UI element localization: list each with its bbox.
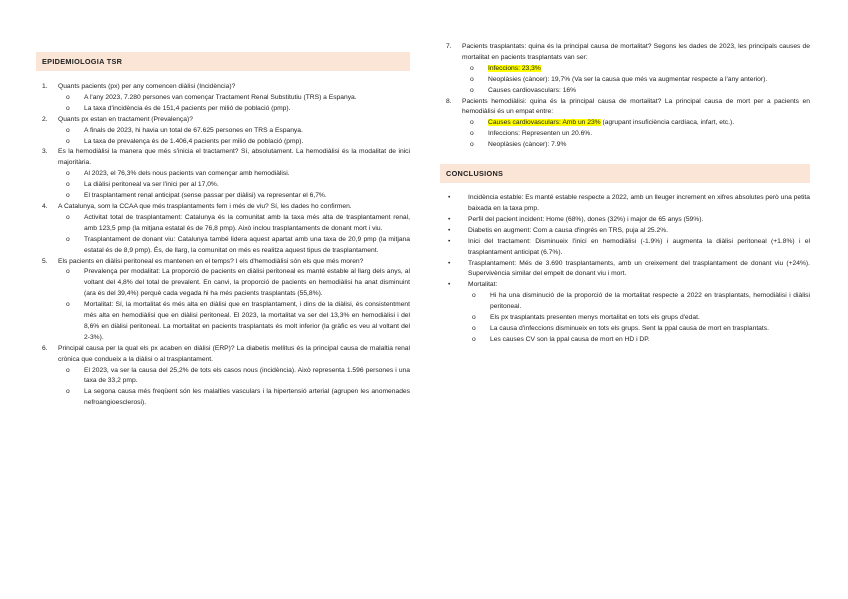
question-1: 1. Quants pacients (px) per any comencen diàlisi (Incidència)? xyxy=(42,83,236,90)
question-5: 5. Els pacients en diàlisi peritoneal es mantenen en el temps? I els d'hemodiàlisi són els que més moren? xyxy=(42,257,364,265)
question-2: 2. Quants px estan en tractament (Prevalença)? xyxy=(42,115,193,123)
question-3: 3. Es la hemodiàlisi la manera que més s'inicia el tractament? Sí, absolutament. La hemodiàlisi és la modalitat de inici majoritària. xyxy=(42,148,410,167)
section-heading-epidemiologia: EPIDEMIOLOGIA TSR xyxy=(36,52,410,71)
conclusion-3: • Diabetis en augment: Com a causa d'ingrés en TRS, puja al 25.2%. xyxy=(448,226,669,234)
mortalitat-sub-3: o La causa d'infeccions disminueix en tots els grups. Sent la ppal causa de mort en trasplantats. xyxy=(472,324,769,332)
answer-4a: o Activitat total de trasplantament: Catalunya és la comunitat amb la taxa més alta de trasplantament renal, amb 123,5 pmp (la mitjana estatal és de 76,8 pmp). Això inclou trasplantaments de donant mort i viu. xyxy=(66,213,410,232)
answer-3b: o La diàlisi peritoneal va ser l'inici per al 17,0%. xyxy=(66,181,219,189)
answer-3a: o Al 2023, el 76,3% dels nous pacients van començar amb hemodiàlisi. xyxy=(66,170,290,178)
answer-4b: o Trasplantament de donant viu: Catalunya també lidera aquest apartat amb una taxa de 20,9 pmp (la mitjana estatal és de 8,9 pmp). És, de llarg, la comunitat on més es realitza aquest tipus de trasplantament. xyxy=(66,235,410,254)
mortalitat-sub-4: o Les causes CV son la ppal causa de mort en HD i DP. xyxy=(472,335,650,343)
answer-5a: o Prevalença per modalitat: La proporció de pacients en diàlisi peritoneal es manté estable al llarg dels anys, al voltant del 4,8% del total de prevalent. En canvi, la proporció de pacients en hemodiàlisi ha anat disminuint (ara és del 39,4%) perquè cada vegada hi ha més pacients trasplantats (55,8%). xyxy=(66,268,410,298)
answer-6b: o La segona causa més freqüent són les malalties vasculars i la hipertensió arterial (agrupen les anomenades nefroangioesclerosi). xyxy=(66,388,410,407)
highlight: Causes cardiovasculars: Amb un 23% xyxy=(488,119,601,127)
right-column xyxy=(440,42,810,346)
question-4: 4. A Catalunya, som la CCAA que més trasplantaments fem i més de viu? Sí, les dades ho confirmen. xyxy=(42,202,352,210)
answer-1a: o A l'any 2023, 7.280 persones van començar Tractament Renal Substitutiu (TRS) a Espanya. xyxy=(66,93,357,101)
conclusion-1: • Incidència estable: Es manté estable respecte a 2022, amb un lleuger increment en xifres absolutes però una petita baixada en la taxa pmp. xyxy=(448,194,811,212)
question-6: 6. Principal causa per la qual els px acaben en diàlisi (ERP)? La diabetis mellitus és la principal causa de malaltia renal crònica que condueix a la diàlisi o al trasplantament. xyxy=(42,344,410,363)
answer-7a: o Infeccions: 23,3% xyxy=(470,64,541,72)
conclusion-5: • Trasplantament: Més de 3.690 trasplantaments, amb un creixement del trasplantament de donant viu (+24%). Supervivència similar del empelt de donant viu i mort. xyxy=(448,259,810,278)
answer-3c: o El trasplantament renal anticipat (sense passar per diàlisi) va representar el 6,7%. xyxy=(66,192,327,200)
answer-2a: o A finals de 2023, hi havia un total de 67.625 persones en TRS a Espanya. xyxy=(66,126,303,134)
left-column xyxy=(36,52,410,409)
answer-5b: o Mortalitat: Sí, la mortalitat és més alta en diàlisi que en trasplantament, i dins de la diàlisi, és consistentment més alta en hemodiàlisi que en diàlisi peritoneal. El 2023, la mortalitat va ser del 13,3% en hemodiàlisi i del 8,6% en diàlisi peritoneal. La mortalitat en pacients trasplantats és molt inferior (la gràfic es veu al voltant del 2-3%). xyxy=(66,301,410,341)
conclusion-4: • Inici del tractament: Disminueix l'inici en hemodiàlisi (-1.9%) i augmenta la diàlisi peritoneal (+1.8%) i el trasplantament anticipat (6.7%). xyxy=(448,237,810,256)
answer-1b: o La taxa d'incidència és de 151,4 pacients per milió de població (pmp). xyxy=(66,104,291,112)
answer-7c: o Causes cardiovasculars: 16% xyxy=(470,86,577,94)
answer-8a: o Causes cardiovasculars: Amb un 23% (agrupant insuficiència cardíaca, infart, etc.). xyxy=(470,119,735,127)
question-7: 7. Pacients trasplantats: quina és la principal causa de mortalitat? Segons les dades de 2023, les principals causes de mortalitat en pacients trasplantats van ser: xyxy=(446,43,810,61)
answer-7b: o Neoplàsies (càncer): 19,7% (Va ser la causa que més va augmentar respecte a l'any anterior). xyxy=(470,75,768,83)
conclusion-6: • Mortalitat: xyxy=(448,281,498,289)
mortalitat-sub-1: o Hi ha una disminució de la proporció de la mortalitat respecte a 2022 en trasplantats, hemodiàlisi i diàlisi peritoneal. xyxy=(472,292,810,311)
mortalitat-sub-2: o Els px trasplantats presenten menys mortalitat en tots els grups d'edat. xyxy=(472,314,700,322)
question-8: 8. Pacients hemodiàlisi: quina és la principal causa de mortalitat? La principal causa de mort per a pacients en hemodiàlisi és un empat entre: xyxy=(446,97,810,116)
highlight: Infeccions: 23,3% xyxy=(488,64,541,72)
conclusion-2: • Perfil del pacient incident: Home (68%), dones (32%) i major de 65 anys (59%). xyxy=(448,215,704,223)
answer-8c: o Neoplàsies (càncer): 7.9% xyxy=(470,141,567,149)
answer-2b: o La taxa de prevalença és de 1.406,4 pacients per milió de població (pmp). xyxy=(66,137,304,145)
answer-6a: o El 2023, va ser la causa del 25,2% de tots els casos nous (incidència). Això representa 1.596 persones i una taxa de 33,2 pmp. xyxy=(66,366,410,385)
answer-8b: o Infeccions: Representen un 20.6%. xyxy=(470,130,593,138)
section-heading-conclusions: CONCLUSIONS xyxy=(440,164,810,183)
